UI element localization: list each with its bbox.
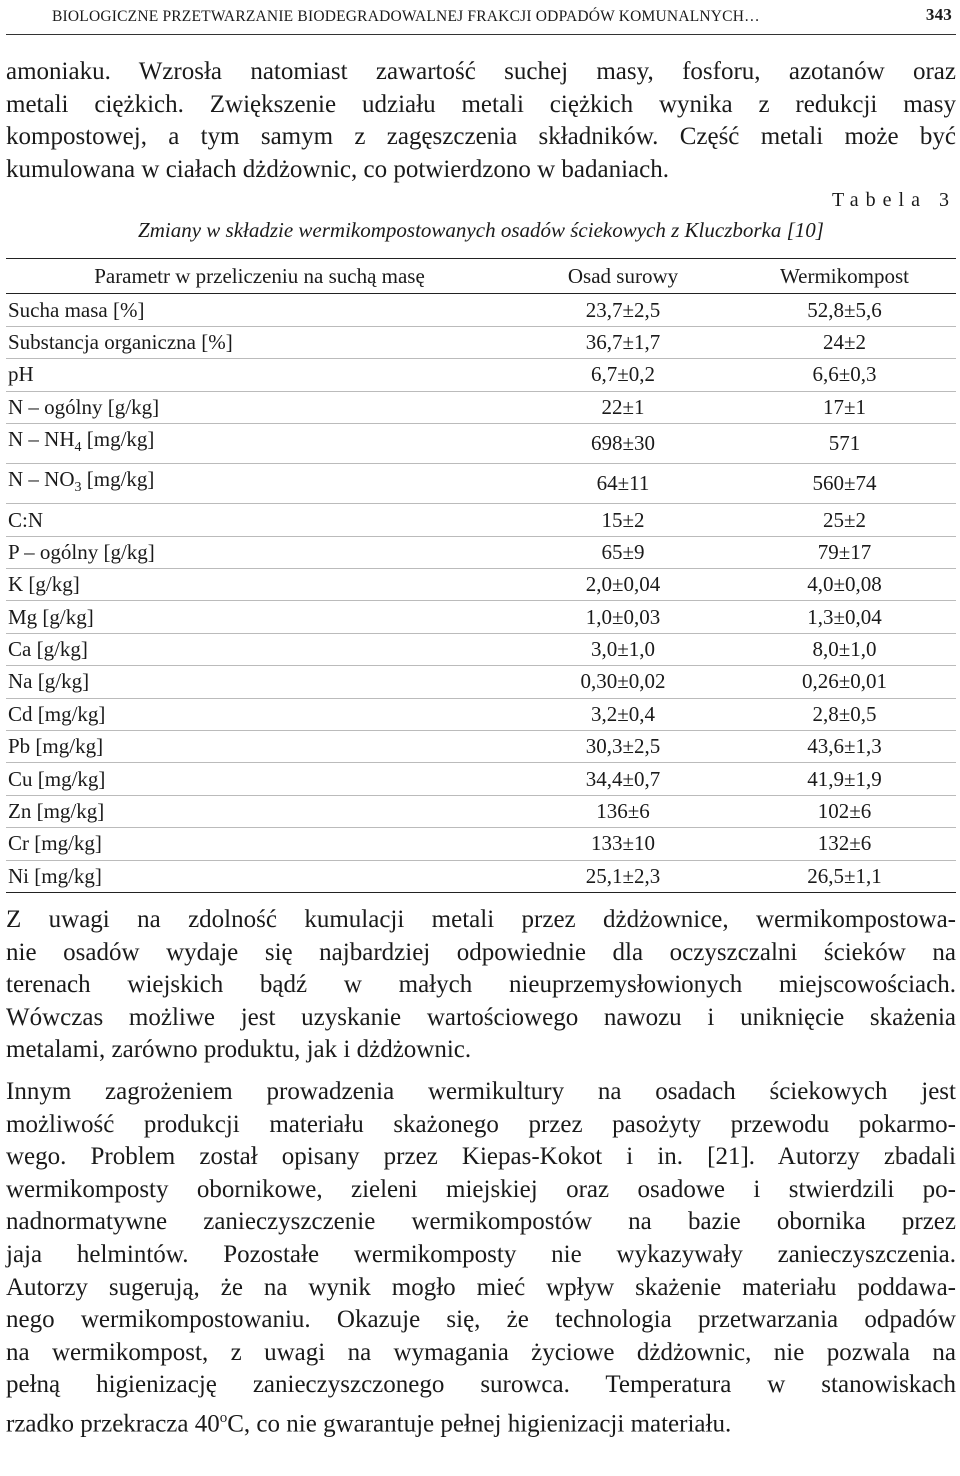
table-row [6,326,956,358]
table-row [6,666,956,698]
page [6,0,956,1450]
text-line: nadnormatywne zanieczyszczenie wermikompostów na bazie obornika przez [6,1208,956,1236]
vermi-value-cell: 52,8±5,6 [733,294,956,326]
vermi-value-cell: 6,6±0,3 [733,359,956,391]
text-line: Innym zagrożeniem prowadzenia wermikultury na osadach ściekowych jest [6,1077,956,1105]
parameter-cell: pH [6,359,513,391]
parameter-cell: K [g/kg] [6,569,513,601]
parameter-cell: Mg [g/kg] [6,601,513,633]
text-line: terenach wiejskich bądź w małych nieuprzemysłowionych miejscowościach. [6,971,956,999]
raw-value-cell: 2,0±0,04 [513,569,733,601]
parameter-cell: Zn [mg/kg] [6,795,513,827]
table-row [6,536,956,568]
parameter-cell: Sucha masa [%] [6,294,513,326]
text-line: jaja helmintów. Pozostałe wermikomposty nie wykazywały zanieczyszczenia. [6,1240,956,1268]
vermi-value-cell: 26,5±1,1 [733,860,956,892]
text-line: Autorzy sugerują, że na wynik mogło mieć wpływ skażenie materiału poddawa- [6,1273,956,1301]
parameter-main: N – NH [8,426,75,451]
column-header-vermicompost: Wermikompost [733,259,956,294]
table-row [6,294,956,326]
text-line: metali ciężkich. Zwiększenie udziału metali ciężkich wynika z redukcji masy [6,90,956,118]
parameter-cell: C:N [6,504,513,536]
running-header-title: BIOLOGICZNE PRZETWARZANIE BIODEGRADOWALNEJ FRAKCJI ODPADÓW KOMUNALNYCH… [52,8,760,25]
vermi-value-cell: 2,8±0,5 [733,698,956,730]
table-row [6,504,956,536]
text-fragment: C, co nie gwarantuje pełnej higienizacji materiału. [227,1410,732,1438]
vermi-value-cell: 132±6 [733,828,956,860]
raw-value-cell: 34,4±0,7 [513,763,733,795]
column-header-parameter: Parametr w przeliczeniu na suchą masę [6,259,513,294]
paragraph-accumulation [6,904,956,1067]
text-line: wermikomposty obornikowe, zieleni miejskiej oraz osadowe i stwierdzili po- [6,1175,956,1203]
parameter-cell: Ni [mg/kg] [6,860,513,892]
raw-value-cell: 36,7±1,7 [513,326,733,358]
table-label: Tabela 3 [831,189,956,212]
text-line: nego wermikompostowaniu. Okazuje się, że technologia przetwarzania odpadów [6,1306,956,1334]
vermi-value-cell: 79±17 [733,536,956,568]
text-line: pełną higienizację zanieczyszczonego surowca. Temperatura w stanowiskach [6,1371,956,1399]
paragraph-parasites [6,1076,956,1441]
vermi-value-cell: 17±1 [733,391,956,423]
vermi-value-cell: 102±6 [733,795,956,827]
vermi-value-cell: 24±2 [733,326,956,358]
table-row [6,633,956,665]
page-number: 343 [925,5,952,24]
raw-value-cell: 23,7±2,5 [513,294,733,326]
parameter-cell: Cr [mg/kg] [6,828,513,860]
raw-value-cell: 30,3±2,5 [513,731,733,763]
table-row [6,731,956,763]
text-line: amoniaku. Wzrosła natomiast zawartość suchej masy, fosforu, azotanów oraz [6,58,956,85]
text-line: wego. Problem został opisany przez Kiepas-Kokot i in. [21]. Autorzy zbadali [6,1143,956,1171]
table-row [6,569,956,601]
vermi-value-cell: 571 [733,423,956,463]
table-row [6,860,956,892]
text-line: kumulowana w ciałach dżdżownic, co potwierdzono w badaniach. [6,155,669,183]
text-line-last [6,1402,956,1441]
raw-value-cell: 3,2±0,4 [513,698,733,730]
degree-superscript: o [219,1409,228,1426]
parameter-cell: Pb [mg/kg] [6,731,513,763]
raw-value-cell: 64±11 [513,464,733,504]
table-row [6,464,956,504]
column-header-raw-sludge: Osad surowy [513,259,733,294]
parameter-cell: Cu [mg/kg] [6,763,513,795]
parameter-cell [6,423,513,463]
text-line: na wermikompost, z uwagi na wymagania życiowe dżdżownic, nie pozwala na [6,1338,956,1366]
text-fragment: rzadko przekracza 40 [6,1410,220,1438]
table-row [6,423,956,463]
table-caption: Zmiany w składzie wermikompostowanych osadów ściekowych z Kluczborka [10] [138,218,824,243]
raw-value-cell: 22±1 [513,391,733,423]
composition-table [6,258,956,893]
table-row [6,359,956,391]
parameter-cell: Substancja organiczna [%] [6,326,513,358]
vermi-value-cell: 4,0±0,08 [733,569,956,601]
parameter-unit: [mg/kg] [81,426,155,451]
table-row [6,828,956,860]
text-line: metalami, zarówno produktu, jak i dżdżownic. [6,1036,472,1064]
raw-value-cell: 15±2 [513,504,733,536]
parameter-unit: [mg/kg] [81,467,155,492]
intro-paragraph [6,56,956,186]
parameter-cell: Ca [g/kg] [6,633,513,665]
body-after-table [6,904,956,1441]
running-header [6,0,956,35]
table-row [6,795,956,827]
raw-value-cell: 698±30 [513,423,733,463]
raw-value-cell: 65±9 [513,536,733,568]
text-line: nie osadów wydaje się najbardziej odpowiednie dla oczyszczalni ścieków na [6,938,956,966]
text-line: Z uwagi na zdolność kumulacji metali przez dżdżownice, wermikompostowa- [6,906,956,933]
raw-value-cell: 3,0±1,0 [513,633,733,665]
vermi-value-cell: 1,3±0,04 [733,601,956,633]
raw-value-cell: 25,1±2,3 [513,860,733,892]
parameter-cell: Na [g/kg] [6,666,513,698]
vermi-value-cell: 0,26±0,01 [733,666,956,698]
text-line: Wówczas możliwe jest uzyskanie wartościowego nawozu i uniknięcie skażenia [6,1003,956,1031]
vermi-value-cell: 25±2 [733,504,956,536]
table-row [6,698,956,730]
text-line: kompostowej, a tym samym z zagęszczenia składników. Część metali może być [6,123,956,151]
table-row [6,391,956,423]
parameter-cell: Cd [mg/kg] [6,698,513,730]
raw-value-cell: 136±6 [513,795,733,827]
table-header-row [6,259,956,294]
parameter-subscript: 4 [74,440,82,456]
vermi-value-cell: 41,9±1,9 [733,763,956,795]
parameter-cell: P – ogólny [g/kg] [6,536,513,568]
raw-value-cell: 0,30±0,02 [513,666,733,698]
parameter-cell [6,464,513,504]
vermi-value-cell: 560±74 [733,464,956,504]
table-row [6,601,956,633]
vermi-value-cell: 43,6±1,3 [733,731,956,763]
raw-value-cell: 1,0±0,03 [513,601,733,633]
raw-value-cell: 6,7±0,2 [513,359,733,391]
text-line: możliwość produkcji materiału skażonego przez pasożyty przewodu pokarmo- [6,1110,956,1138]
vermi-value-cell: 8,0±1,0 [733,633,956,665]
parameter-main: N – NO [8,467,75,492]
table-row [6,763,956,795]
parameter-subscript: 3 [74,480,82,496]
parameter-cell: N – ogólny [g/kg] [6,391,513,423]
raw-value-cell: 133±10 [513,828,733,860]
